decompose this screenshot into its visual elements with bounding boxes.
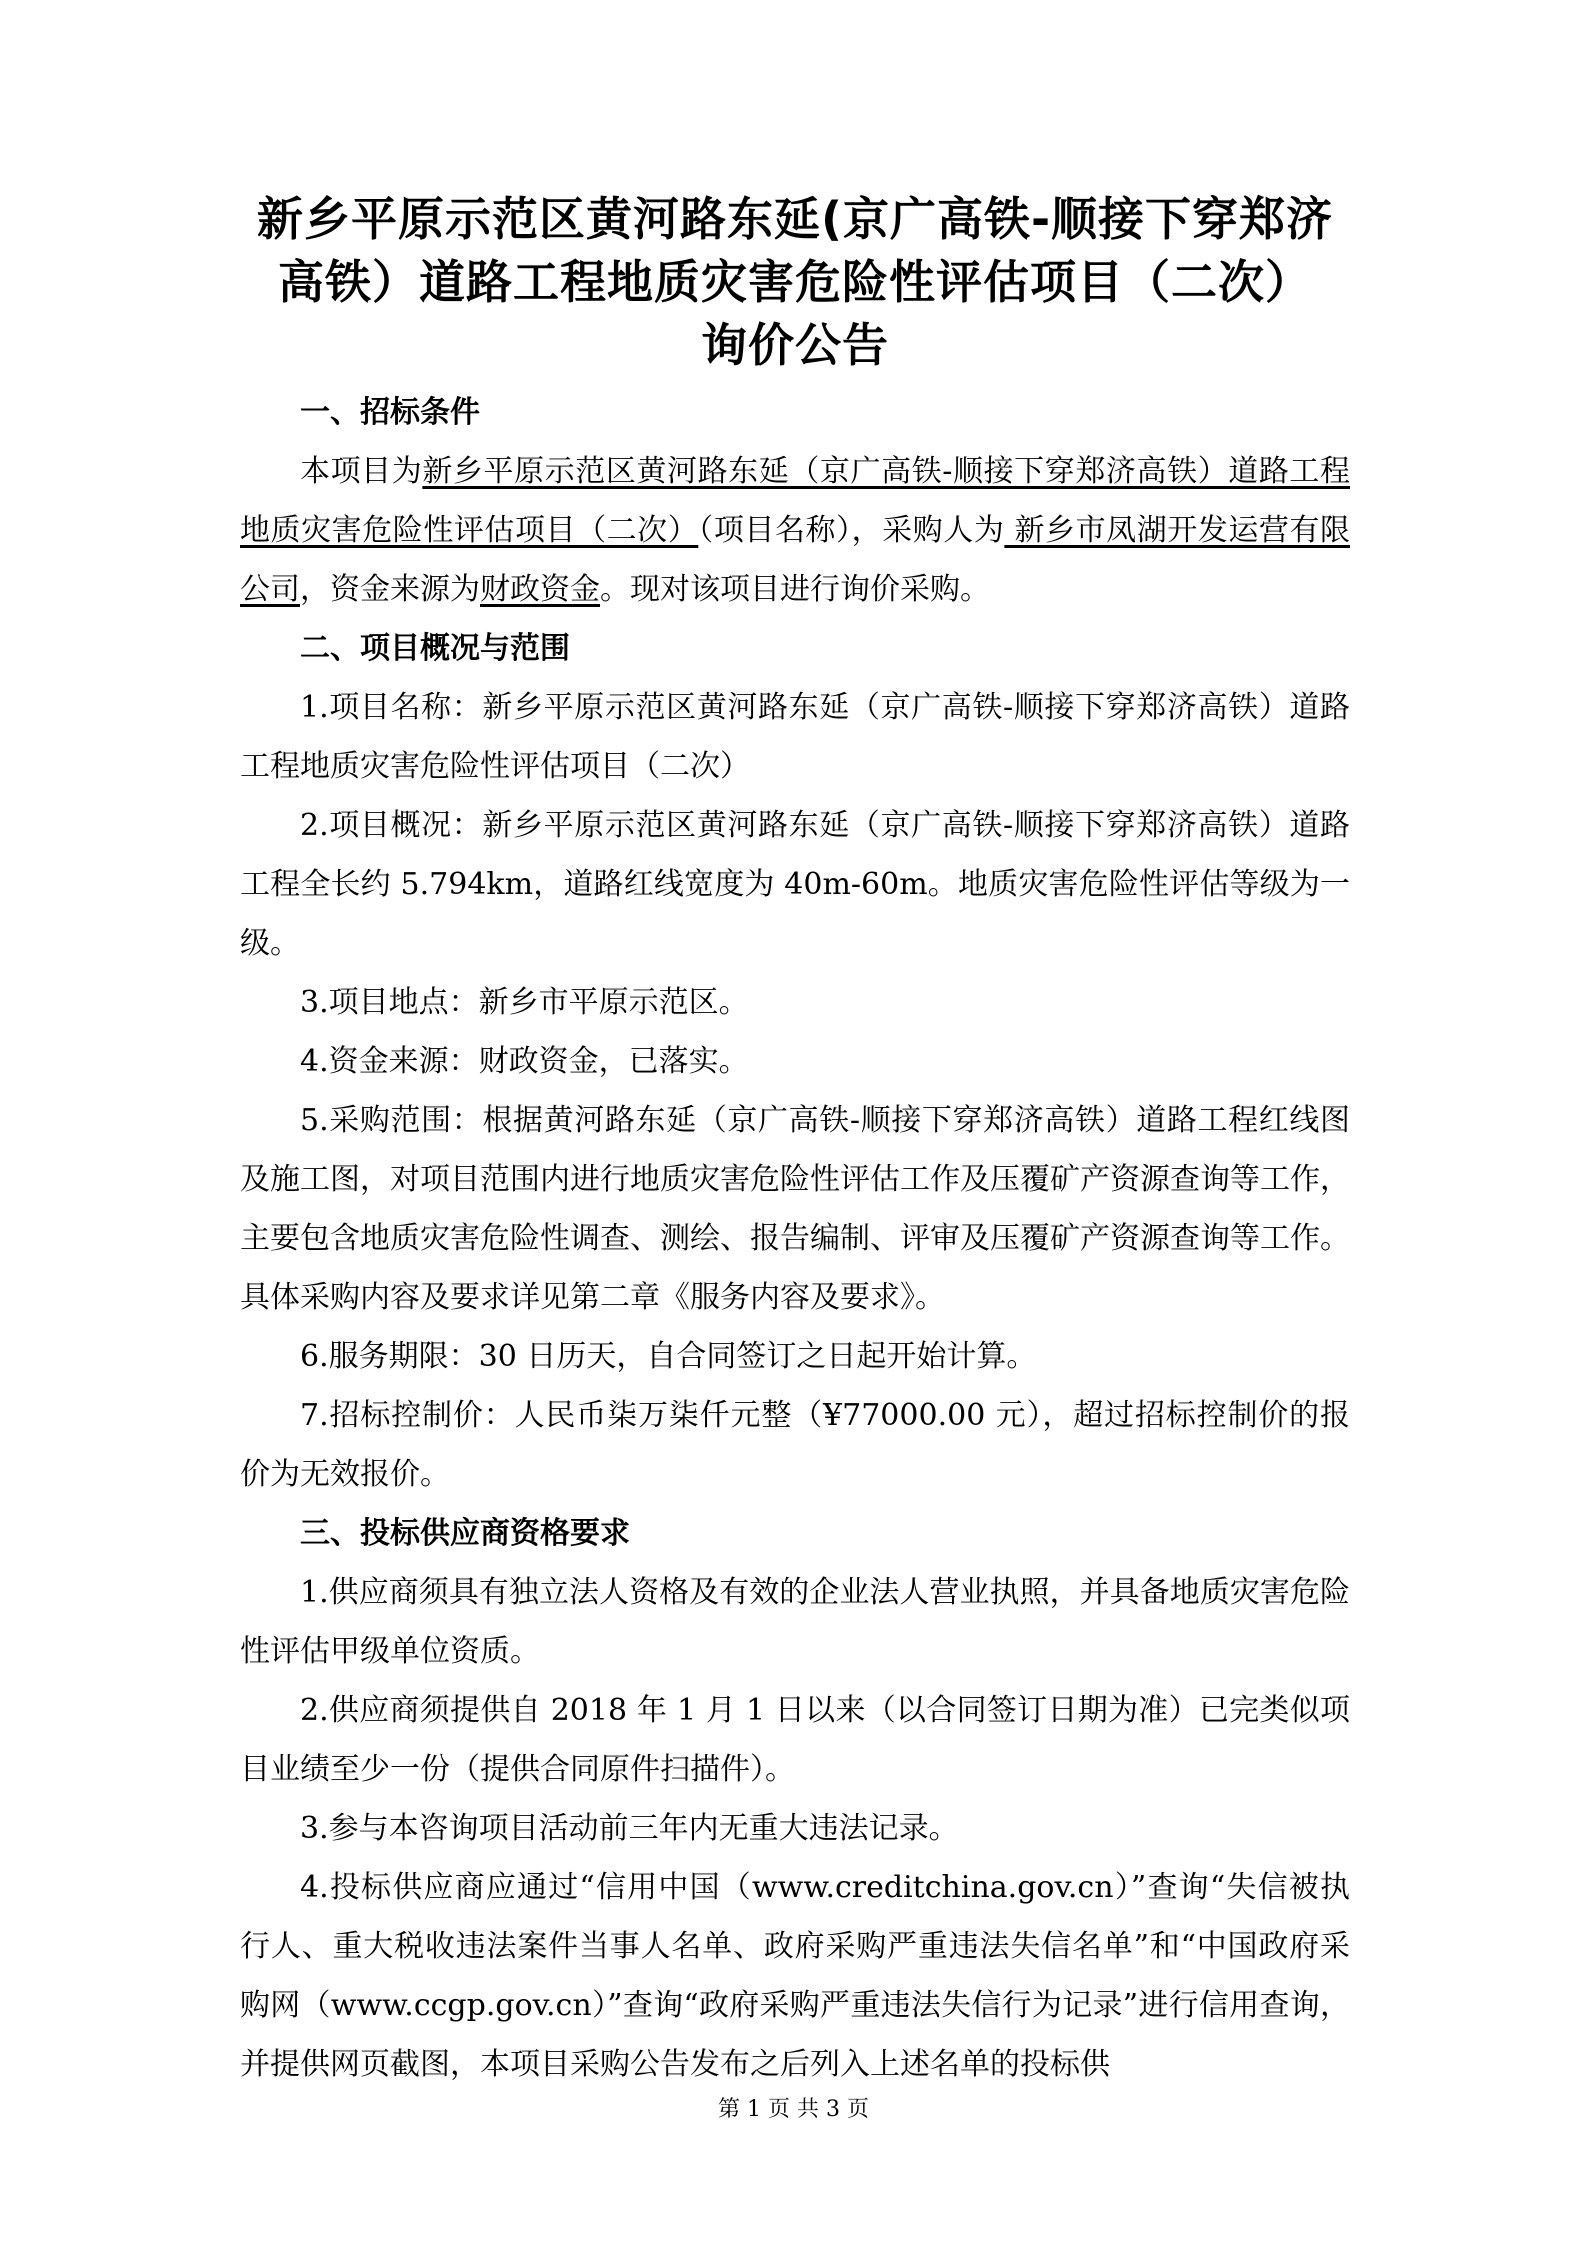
section-2-item: 4.资金来源：财政资金，已落实。 xyxy=(300,1044,749,1079)
section-3-item: 4.投标供应商应通过“信用中国（www.creditchina.gov.cn）”查询“失信被执行人、重大税收违法案件当事人名单、政府采购严重违法失信名单”和“中国政府采购网（www.ccgp.gov.cn）”查询“政府采购严重违法失信行为记录”进行信用查询，并提供网页截图，本项目采购公告发布之后列入上述名单的投标供 xyxy=(240,1870,1350,2082)
section-2-item: 7.招标控制价：人民币柒万柒仟元整（¥77000.00 元），超过招标控制价的报价为无效报价。 xyxy=(240,1398,1350,1492)
text-segment: ，资金来源为 xyxy=(300,572,480,607)
page-number-footer: 第 1 页 共 3 页 xyxy=(718,2097,869,2122)
buyer-name-underlined: 新乡市凤湖开发运营有限公司 xyxy=(240,513,1351,607)
section-3-item: 2.供应商须提供自 2018 年 1 月 1 日以来（以合同签订日期为准）已完类似项目业绩至少一份（提供合同原件扫描件）。 xyxy=(240,1693,1350,1787)
section-1-paragraph xyxy=(240,442,1350,619)
section-2-item: 5.采购范围：根据黄河路东延（京广高铁-顺接下穿郑济高铁）道路工程红线图及施工图，对项目范围内进行地质灾害危险性评估工作及压覆矿产资源查询等工作，主要包含地质灾害危险性调查、测绘、报告编制、评审及压覆矿产资源查询等工作。具体采购内容及要求详见第二章《服务内容及要求》。 xyxy=(240,1103,1350,1315)
section-2-item: 3.项目地点：新乡市平原示范区。 xyxy=(300,985,749,1020)
section-2-item: 6.服务期限：30 日历天，自合同签订之日起开始计算。 xyxy=(300,1339,1037,1374)
fund-source-underlined: 财政资金 xyxy=(480,572,600,607)
title-line-2: 高铁）道路工程地质灾害危险性评估项目（二次） xyxy=(278,255,1312,309)
section-3-item: 3.参与本咨询项目活动前三年内无重大违法记录。 xyxy=(300,1811,959,1846)
section-1-heading: 一、招标条件 xyxy=(300,395,480,430)
title-line-1: 新乡平原示范区黄河路东延(京广高铁-顺接下穿郑济 xyxy=(256,192,1334,246)
title-line-3: 询价公告 xyxy=(701,318,889,372)
text-segment: 本项目为 xyxy=(300,454,423,489)
section-2-item: 1.项目名称：新乡平原示范区黄河路东延（京广高铁-顺接下穿郑济高铁）道路工程地质灾害危险性评估项目（二次） xyxy=(240,690,1350,784)
text-segment: （项目名称），采购人为 xyxy=(698,513,1005,548)
section-3-heading: 三、投标供应商资格要求 xyxy=(300,1516,630,1551)
project-name-underlined: 新乡平原示范区黄河路东延（京广高铁-顺接下穿郑济高铁）道路工程地质灾害危险性评估项目（二次） xyxy=(240,454,1351,548)
document-body xyxy=(240,383,1350,2094)
section-3-item: 1.供应商须具有独立法人资格及有效的企业法人营业执照，并具备地质灾害危险性评估甲级单位资质。 xyxy=(240,1575,1350,1669)
section-2-item: 2.项目概况：新乡平原示范区黄河路东延（京广高铁-顺接下穿郑济高铁）道路工程全长约 5.794km，道路红线宽度为 40m-60m。地质灾害危险性评估等级为一级。 xyxy=(240,808,1350,961)
section-2-heading: 二、项目概况与范围 xyxy=(300,631,570,666)
document-title xyxy=(230,188,1360,377)
text-segment: 。现对该项目进行询价采购。 xyxy=(600,572,990,607)
